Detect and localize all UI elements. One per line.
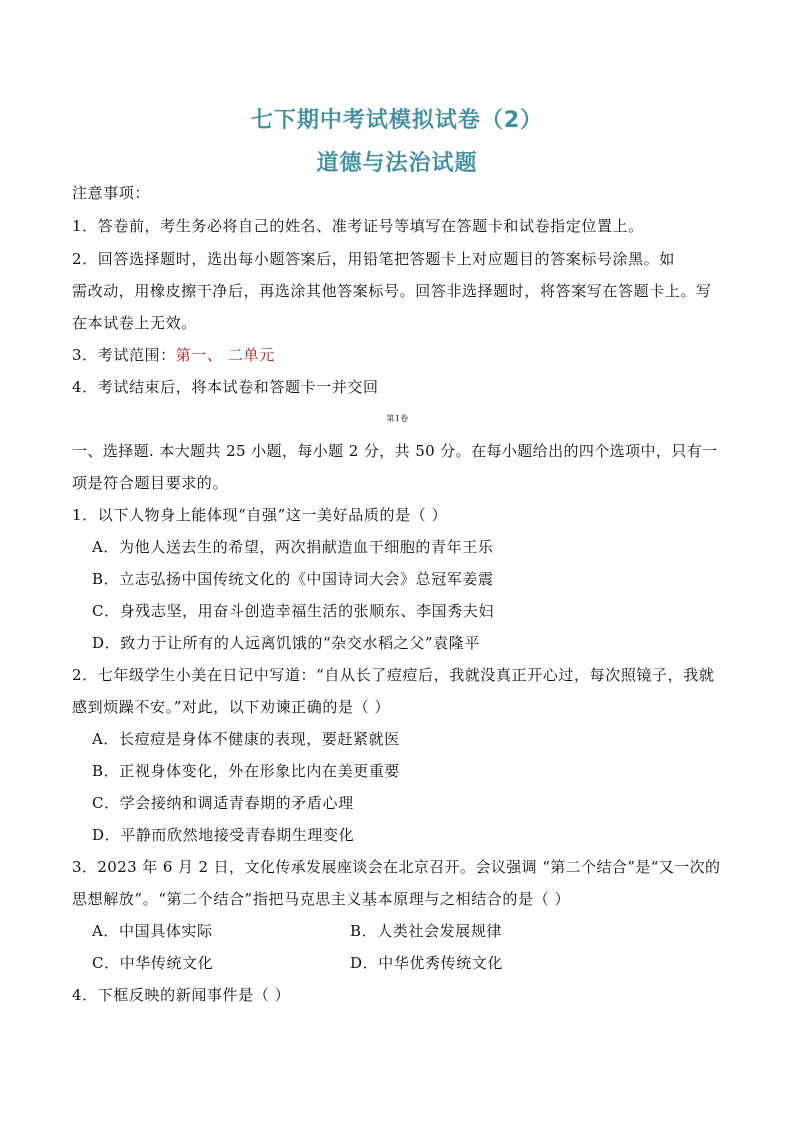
question-2-option-d: D．平静而欣然地接受青春期生理变化 [92, 826, 355, 844]
question-3-stem-line-2: 思想解放”。“第二个结合”指把马克思主义基本原理与之相结合的是（ ） [72, 890, 571, 908]
question-2-option-b: B．正视身体变化，外在形象比内在美更重要 [92, 762, 401, 780]
question-3-stem-line-1: 3．2023 年 6 月 2 日，文化传承发展座谈会在北京召开。会议强调 “第二个结合”是“又一次的 [72, 858, 721, 876]
question-1-option-b: B．立志弘扬中国传统文化的《中国诗词大会》总冠军姜震 [92, 570, 494, 588]
notice-item-2-line-2: 需改动，用橡皮擦干净后，再选涂其他答案标号。回答非选择题时，将答案写在答题卡上。写 [72, 282, 712, 300]
question-3-option-c: C．中华传统文化 [92, 954, 214, 972]
notice-item-2-line-3: 在本试卷上无效。 [72, 314, 197, 332]
question-1-option-c: C．身残志坚，用奋斗创造幸福生活的张顺东、李国秀夫妇 [92, 602, 495, 620]
notice-item-4: 4．考试结束后，将本试卷和答题卡一并交回 [72, 378, 379, 396]
question-3-option-a: A．中国具体实际 [92, 922, 213, 940]
exam-range: 第一、 二单元 [175, 346, 275, 364]
question-2-stem-line-2: 感到烦躁不安。”对此，以下劝谏正确的是（ ） [72, 698, 391, 716]
question-2-option-c: C．学会接纳和调适青春期的矛盾心理 [92, 794, 354, 812]
notice-item-1: 1．答卷前，考生务必将自己的姓名、准考证号等填写在答题卡和试卷指定位置上。 [72, 217, 644, 235]
exam-subtitle: 道德与法治试题 [316, 151, 478, 176]
question-3-option-d: D．中华优秀传统文化 [350, 954, 504, 972]
question-1-option-a: A．为他人送去生的希望，两次捐献造血干细胞的青年王乐 [92, 538, 494, 556]
notice-item-3 [72, 345, 275, 365]
question-3-option-b: B．人类社会发展规律 [350, 922, 503, 940]
notice-item-2-line-1: 2．回答选择题时，选出每小题答案后，用铅笔把答题卡上对应题目的答案标号涂黑。如 [72, 250, 675, 268]
notice-heading: 注意事项： [72, 184, 151, 202]
question-4-stem: 4．下框反映的新闻事件是（ ） [72, 986, 291, 1004]
exam-title: 七下期中考试模拟试卷（2） [250, 108, 544, 133]
volume-heading: 第 I 卷 [386, 414, 408, 423]
question-2-option-a: A．长痘痘是身体不健康的表现，要赶紧就医 [92, 730, 400, 748]
question-1-option-d: D．致力于让所有的人远离饥饿的“杂交水稻之父”袁隆平 [92, 634, 480, 652]
notice-item-3-prefix: 3．考试范围： [72, 346, 176, 364]
question-1-stem: 1．以下人物身上能体现“自强”这一美好品质的是（ ） [72, 506, 448, 524]
section-intro-line-2: 项是符合题目要求的。 [72, 474, 229, 492]
question-2-stem-line-1: 2．七年级学生小美在日记中写道：“自从长了痘痘后，我就没真正开心过，每次照镜子，我就 [72, 666, 715, 684]
section-intro-line-1: 一、选择题. 本大题共 25 小题，每小题 2 分，共 50 分。在每小题给出的四个选项中，只有一 [72, 442, 718, 460]
